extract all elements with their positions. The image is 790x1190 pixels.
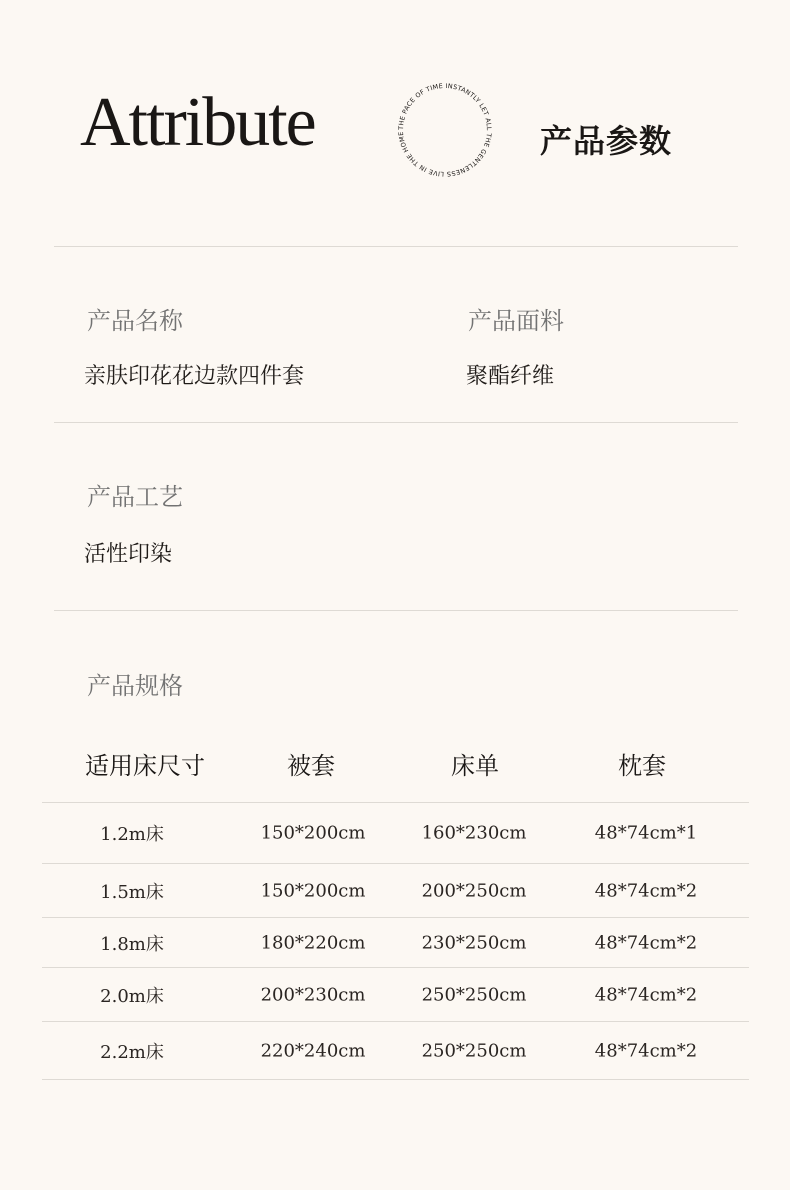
row-duvet-size: 180*220cm — [260, 932, 366, 953]
row-bed-size: 1.2m床 — [100, 824, 164, 845]
row-duvet-size: 200*230cm — [260, 984, 366, 1005]
attribute-logo — [80, 80, 494, 180]
header-duvet-cover: 被套 — [287, 752, 335, 780]
spec-table — [42, 740, 749, 1080]
row-bed-size: 1.5m床 — [100, 881, 164, 903]
svg-text:THE PACE OF TIME INSTANTLY LET: THE PACE OF TIME INSTANTLY LET ALL THE GENTLENESS LIVE IN THE HOME — [396, 81, 494, 179]
row-pillowcase-size: 48*74cm*2 — [594, 880, 698, 901]
header-bed-size: 适用床尺寸 — [85, 752, 205, 780]
divider — [54, 422, 738, 423]
table-row — [42, 802, 749, 863]
row-duvet-size: 150*200cm — [260, 822, 366, 844]
page-title: 产品参数 — [540, 122, 673, 160]
row-sheet-size: 250*250cm — [421, 1040, 527, 1061]
header-pillowcase: 枕套 — [618, 752, 666, 780]
row-bed-size: 2.0m床 — [100, 985, 164, 1007]
product-fabric-value: 聚酯纤维 — [466, 364, 555, 389]
row-sheet-size: 160*230cm — [421, 822, 527, 844]
product-spec-label: 产品规格 — [87, 672, 183, 700]
row-sheet-size: 200*250cm — [421, 880, 527, 901]
product-craft-value: 活性印染 — [84, 542, 173, 567]
row-pillowcase-size: 48*74cm*2 — [594, 932, 698, 953]
table-row — [42, 863, 749, 917]
row-duvet-size: 220*240cm — [260, 1040, 366, 1061]
divider — [54, 610, 738, 611]
row-duvet-size: 150*200cm — [260, 880, 366, 901]
product-name-value: 亲肤印花花边款四件套 — [84, 364, 305, 389]
row-pillowcase-size: 48*74cm*2 — [594, 1040, 698, 1061]
row-pillowcase-size: 48*74cm*1 — [594, 822, 698, 844]
logo-wordmark: Attribute — [80, 84, 315, 161]
row-sheet-size: 250*250cm — [421, 984, 527, 1005]
table-row — [42, 967, 749, 1021]
row-sheet-size: 230*250cm — [421, 932, 527, 953]
row-pillowcase-size: 48*74cm*2 — [594, 984, 698, 1005]
row-bed-size: 1.8m床 — [100, 933, 164, 955]
row-bed-size: 2.2m床 — [100, 1041, 164, 1063]
header-bed-sheet: 床单 — [451, 752, 499, 780]
divider — [54, 246, 738, 247]
spec-table-body — [42, 802, 749, 1080]
product-fabric-label: 产品面料 — [468, 307, 564, 335]
product-name-label: 产品名称 — [87, 307, 183, 335]
logo-ring-text — [335, 80, 495, 180]
product-craft-label: 产品工艺 — [87, 483, 183, 511]
spec-table-header — [42, 740, 749, 802]
table-row — [42, 917, 749, 967]
table-row — [42, 1021, 749, 1080]
